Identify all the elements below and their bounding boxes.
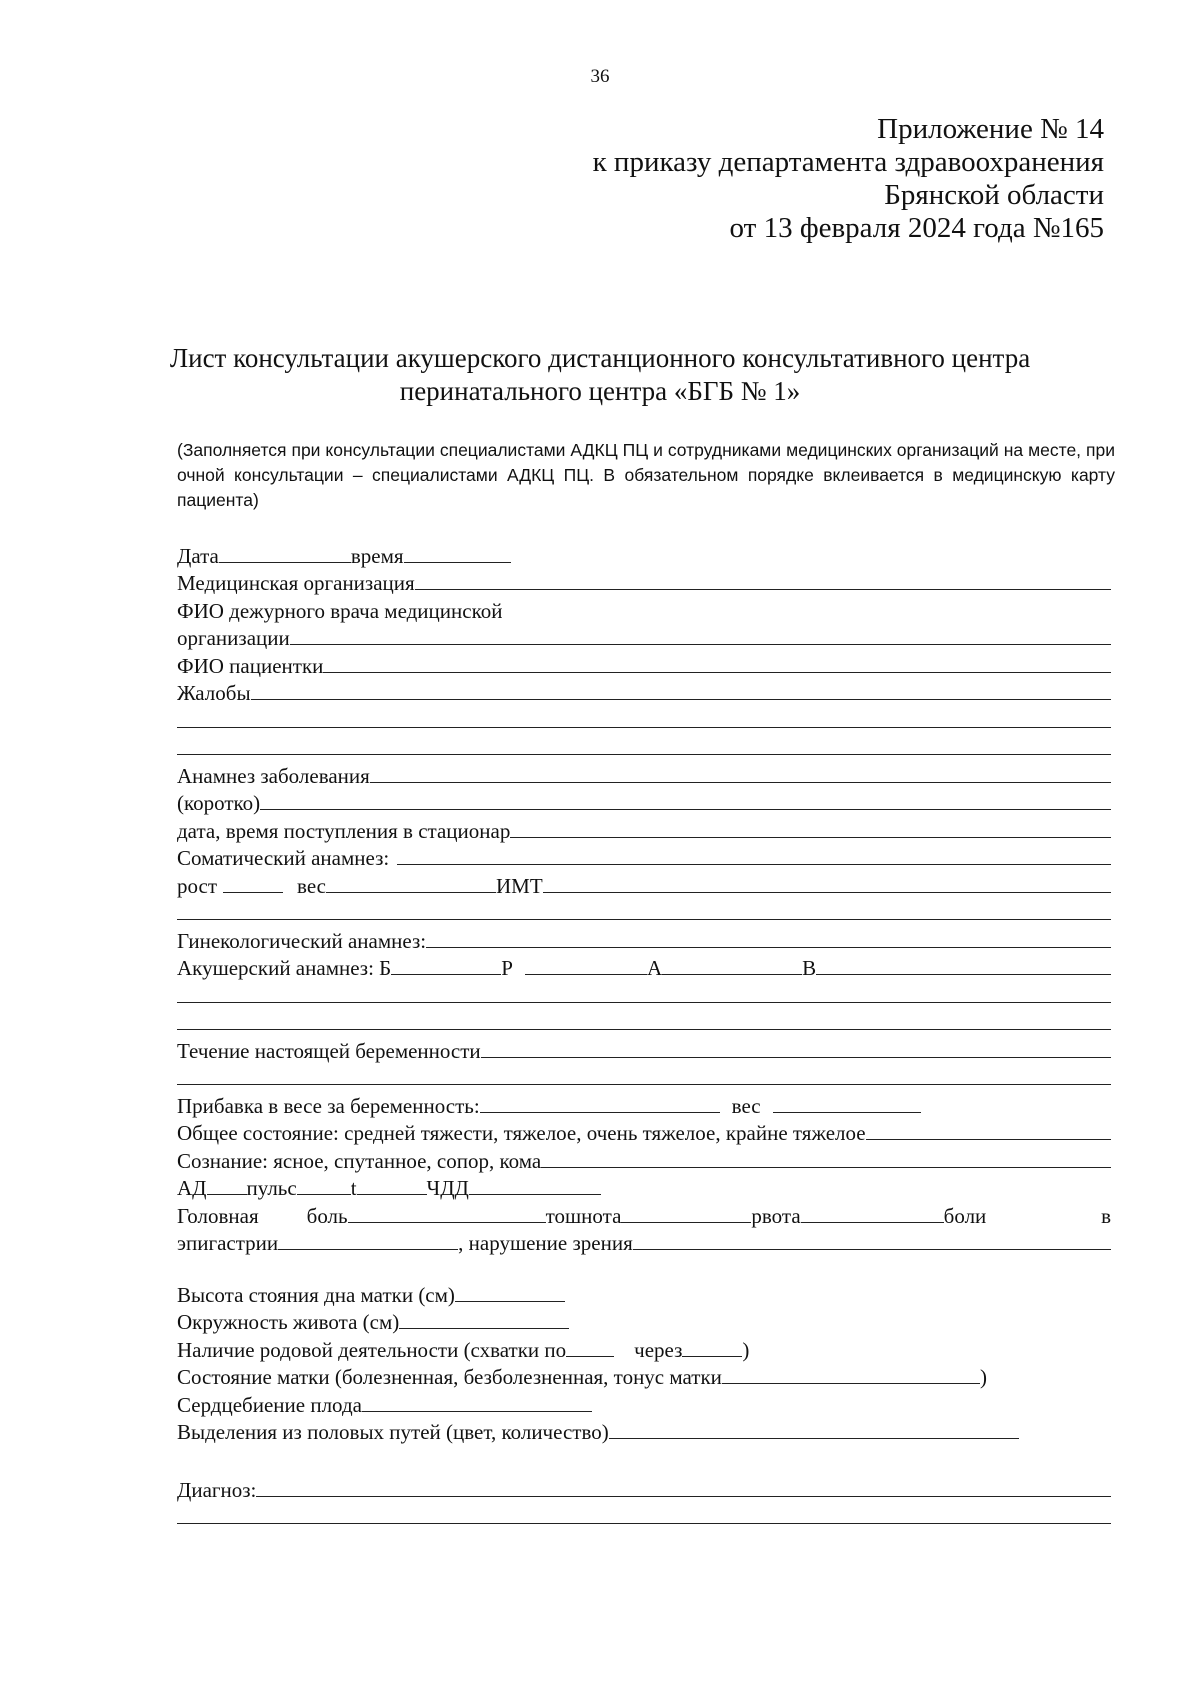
date-label: Дата <box>177 543 219 568</box>
form-row-weight-gain <box>177 1089 1111 1117</box>
form-row-uterus <box>177 1361 1111 1389</box>
pregnancy-course-label: Течение настоящей беременности <box>177 1038 481 1063</box>
form-row-anthropometry-2 <box>177 897 1111 925</box>
fundus-label: Высота стояния дна матки (см) <box>177 1282 455 1307</box>
form-row-obstetric <box>177 952 1111 980</box>
title-line-2: перинатального центра «БГБ № 1» <box>399 376 801 406</box>
uterus-label: Состояние матки (болезненная, безболезненная, тонус матки <box>177 1365 722 1389</box>
labor-interval-field[interactable] <box>682 1356 742 1357</box>
weight-gain-ves-label: вес <box>731 1093 761 1118</box>
doctor-field[interactable] <box>290 644 1111 645</box>
appendix-region: Брянской области <box>884 179 1104 211</box>
form-row-patient <box>177 649 1111 677</box>
consciousness-field[interactable] <box>541 1167 1111 1168</box>
discharge-label: Выделения из половых путей (цвет, количество) <box>177 1420 609 1444</box>
obstetric-a-label: А <box>646 956 663 980</box>
briefly-field[interactable] <box>260 809 1111 810</box>
bmi-label: ИМТ <box>496 873 543 898</box>
fetal-heart-field[interactable] <box>362 1411 592 1412</box>
height-label: рост <box>177 873 218 898</box>
abdomen-label: Окружность живота (см) <box>177 1310 400 1334</box>
form-row-briefly <box>177 787 1111 815</box>
nausea-label: тошнота <box>545 1203 622 1228</box>
weight-field[interactable] <box>326 892 496 893</box>
patient-label: ФИО пациентки <box>177 653 324 678</box>
diagnosis-label: Диагноз: <box>177 1477 257 1502</box>
pain-label: боли <box>943 1203 987 1228</box>
form-row-anamnesis <box>177 759 1111 787</box>
vomiting-field[interactable] <box>801 1222 944 1223</box>
pregnancy-course-field-line-2[interactable] <box>177 1084 1111 1085</box>
headache-field[interactable] <box>348 1222 546 1223</box>
weight-gain-field[interactable] <box>480 1112 720 1113</box>
med-org-label: Медицинская организация <box>177 571 415 595</box>
admission-field[interactable] <box>510 837 1111 838</box>
appendix-date: от 13 февраля 2024 года №165 <box>729 212 1104 244</box>
form-row-complaints <box>177 677 1111 705</box>
chdd-field[interactable] <box>469 1194 601 1195</box>
in-label: в <box>1101 1203 1111 1228</box>
temperature-field[interactable] <box>357 1194 427 1195</box>
obstetric-r-field[interactable] <box>525 974 647 975</box>
form-row-pregnancy-2 <box>177 1062 1111 1090</box>
gyn-field[interactable] <box>426 947 1111 948</box>
consultation-form <box>177 539 1111 1528</box>
discharge-field[interactable] <box>609 1438 1019 1439</box>
complaints-label: Жалобы <box>177 681 251 705</box>
obstetric-label: Акушерский анамнез: Б <box>177 956 392 980</box>
form-row-diagnosis-2 <box>177 1501 1111 1529</box>
obstetric-field-line-2[interactable] <box>177 1002 1111 1003</box>
ad-field[interactable] <box>207 1194 247 1195</box>
anamnesis-field[interactable] <box>370 782 1111 783</box>
appendix-order: к приказу департамента здравоохранения <box>592 146 1104 178</box>
nausea-field[interactable] <box>621 1222 751 1223</box>
temperature-label: t <box>350 1176 357 1200</box>
form-row-fundus <box>177 1278 1111 1306</box>
fundus-field[interactable] <box>455 1301 565 1302</box>
somatic-label: Соматический анамнез: <box>177 846 390 870</box>
doctor-label: ФИО дежурного врача медицинской <box>177 598 503 623</box>
obstetric-a-field[interactable] <box>662 974 802 975</box>
form-row-labor <box>177 1333 1111 1361</box>
headache-label: Головная <box>177 1203 259 1228</box>
anamnesis-label: Анамнез заболевания <box>177 763 370 788</box>
page-number: 36 <box>590 66 610 87</box>
instructions-note: (Заполняется при консультации специалистами АДКЦ ПЦ и сотрудниками медицинских организаций на месте, при очной консультации – специалистами АДКЦ ПЦ. В обязательном порядке вклеивается в медицинскую карту пациента) <box>177 440 1115 510</box>
obstetric-r-label: Р <box>501 956 513 980</box>
form-row-anthropometry <box>177 869 1111 897</box>
form-row-fetal-heart <box>177 1388 1111 1416</box>
form-row-doctor <box>177 594 1111 622</box>
obstetric-v-field[interactable] <box>816 974 1111 975</box>
med-org-field[interactable] <box>415 589 1111 590</box>
diagnosis-field-line-2[interactable] <box>177 1523 1111 1524</box>
labor-label: Наличие родовой деятельности (схватки по <box>177 1337 567 1362</box>
vomiting-label: рвота <box>751 1203 801 1228</box>
bmi-field[interactable] <box>543 892 1111 893</box>
form-row-somatic <box>177 842 1111 870</box>
title-line-1: Лист консультации акушерского дистанционного консультативного центра <box>169 343 1031 373</box>
labor-close: ) <box>742 1337 750 1362</box>
time-field[interactable] <box>404 562 511 563</box>
appendix-number: Приложение № 14 <box>877 113 1104 145</box>
form-row-general-state <box>177 1117 1111 1145</box>
epigastric-label: эпигастрии <box>177 1231 279 1255</box>
labor-through-label: через <box>634 1337 683 1362</box>
form-row-med-org <box>177 567 1111 595</box>
obstetric-v-label: В <box>802 956 817 980</box>
diagnosis-field[interactable] <box>256 1496 1111 1497</box>
height-field[interactable] <box>223 892 283 893</box>
general-state-field[interactable] <box>866 1139 1111 1140</box>
epigastric-field[interactable] <box>278 1249 458 1250</box>
form-row-pregnancy <box>177 1034 1111 1062</box>
appendix-block <box>593 113 1104 245</box>
form-row-gyn <box>177 924 1111 952</box>
complaints-field[interactable] <box>251 699 1111 700</box>
form-row-diagnosis <box>177 1473 1111 1501</box>
form-row-abdomen <box>177 1306 1111 1334</box>
form-row-obstetric-3 <box>177 1007 1111 1035</box>
ad-label: АД <box>177 1176 207 1200</box>
pulse-field[interactable] <box>297 1194 351 1195</box>
time-label: время <box>350 543 404 568</box>
weight-label: вес <box>297 873 326 898</box>
form-row-vitals <box>177 1172 1111 1200</box>
briefly-label: (коротко) <box>177 791 261 815</box>
complaints-field-line-3[interactable] <box>177 754 1111 755</box>
date-field[interactable] <box>219 562 351 563</box>
uterus-close: ) <box>979 1365 987 1389</box>
form-row-complaints-3 <box>177 732 1111 760</box>
form-row-admission <box>177 814 1111 842</box>
doctor-org-label: организации <box>177 626 290 650</box>
gyn-label: Гинекологический анамнез: <box>177 928 427 953</box>
general-state-label: Общее состояние: средней тяжести, тяжелое, очень тяжелое, крайне тяжелое <box>177 1121 866 1145</box>
uterus-field[interactable] <box>722 1383 980 1384</box>
patient-field[interactable] <box>323 672 1111 673</box>
weight-gain-label: Прибавка в весе за беременность: <box>177 1093 480 1118</box>
obstetric-b-field[interactable] <box>391 974 501 975</box>
anthropometry-field-line-2[interactable] <box>177 919 1111 920</box>
vision-field[interactable] <box>633 1249 1111 1250</box>
abdomen-field[interactable] <box>399 1328 569 1329</box>
form-row-obstetric-2 <box>177 979 1111 1007</box>
document-title <box>150 342 1050 408</box>
form-row-doctor-org <box>177 622 1111 650</box>
pregnancy-course-field[interactable] <box>481 1057 1111 1058</box>
weight-gain-ves-field[interactable] <box>773 1112 921 1113</box>
consciousness-label: Сознание: ясное, спутанное, сопор, кома <box>177 1148 542 1173</box>
form-row-complaints-2 <box>177 704 1111 732</box>
chdd-label: ЧДД <box>426 1176 469 1200</box>
form-row-consciousness <box>177 1144 1111 1172</box>
fetal-heart-label: Сердцебиение плода <box>177 1392 362 1417</box>
form-row-epigastric <box>177 1227 1111 1255</box>
headache-label-2: боль <box>306 1203 348 1228</box>
labor-contractions-field[interactable] <box>566 1356 614 1357</box>
pulse-label: пульс <box>246 1176 297 1200</box>
somatic-field[interactable] <box>397 864 1111 865</box>
form-row-symptoms <box>177 1199 1111 1227</box>
admission-label: дата, время поступления в стационар <box>177 818 511 843</box>
vision-label: , нарушение зрения <box>458 1231 633 1255</box>
obstetric-field-line-3[interactable] <box>177 1029 1111 1030</box>
form-row-date-time <box>177 539 1111 567</box>
form-row-discharge <box>177 1416 1111 1444</box>
complaints-field-line-2[interactable] <box>177 727 1111 728</box>
